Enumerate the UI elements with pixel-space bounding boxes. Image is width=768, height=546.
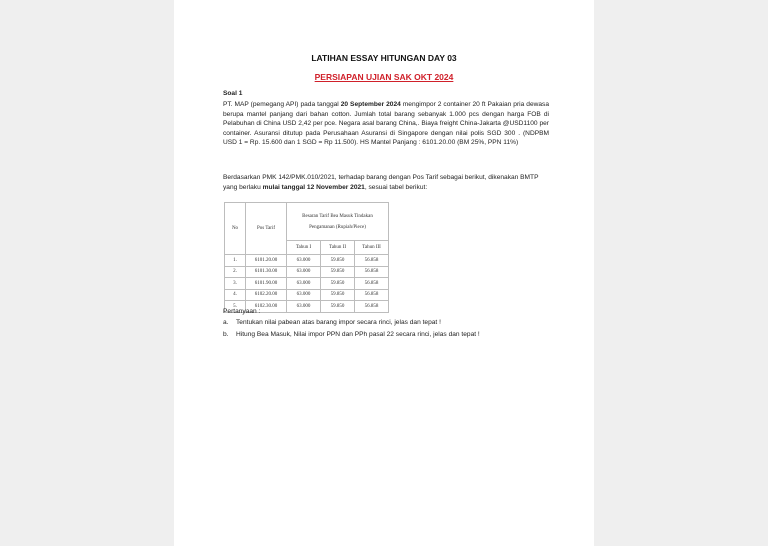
row-no: 2. [225,266,246,278]
soal-label: Soal 1 [223,90,243,97]
row-pos: 6101.30.00 [246,266,287,278]
row-y3: 56.858 [355,266,389,278]
question-item [223,331,480,338]
row-y3: 56.858 [355,255,389,267]
question-item [223,319,441,326]
row-y2: 59.850 [321,301,355,313]
question-text: Tentukan nilai pabean atas barang impor secara rinci, jelas dan tepat ! [236,319,441,326]
regulation-paragraph [223,173,549,192]
problem-text-b: mengimpor 2 container 20 ft Pakaian pria dewasa berupa mantel panjang dari bahan cotton. Jumlah total barang sebanyak 1.000 pcs dengan harga FOB di Pelabuhan di China USD 2,42 per pce. Negara asal barang China,. Biaya freight China-Jakarta @USD1100 per container. Asuransi ditutup pada Perusahaan Asuransi di Singapore dengan nilai polis SGD 300 . (NDPBM USD 1 = Rp. 15.600 dan 1 SGD = Rp 11.500). HS Mantel Panjang : 6101.20.00 (BM 25%, PPN 11%) [223,101,550,147]
row-no: 5. [225,301,246,313]
col-pos-header: Pos Tarif [246,203,287,255]
table-row [225,289,389,301]
regulation-text-b: , sesuai tabel berikut: [364,183,428,191]
row-y3: 56.858 [355,289,389,301]
row-y2: 59.850 [321,289,355,301]
col-group-line2: Pengamanan (Rupiah/Piece) [309,224,366,230]
year-header: Tahun III [355,241,389,255]
row-no: 1. [225,255,246,267]
row-pos: 6102.30.00 [246,301,287,313]
document-subtitle: PERSIAPAN UJIAN SAK OKT 2024 [314,72,454,82]
row-y2: 59.850 [321,266,355,278]
question-marker: a. [223,319,229,326]
regulation-text-a: Berdasarkan PMK 142/PMK.010/2021, terhadap barang dengan Pos Tarif sebagai berikut, dikenakan BMTP yang berlaku [223,174,539,191]
tariff-table [224,202,389,313]
table-row [225,266,389,278]
row-pos: 6101.90.00 [246,278,287,290]
question-marker: b. [223,331,229,338]
row-y1: 63.000 [287,266,321,278]
col-group-header [287,203,389,241]
regulation-date: mulai tanggal 12 November 2021 [262,183,365,191]
table-row [225,255,389,267]
row-y3: 56.858 [355,278,389,290]
problem-date: 20 September 2024 [340,101,401,108]
table-row [225,278,389,290]
question-text: Hitung Bea Masuk, Nilai impor PPN dan PPh pasal 22 secara rinci, jelas dan tepat ! [236,331,480,338]
row-y1: 63.000 [287,289,321,301]
document-title: LATIHAN ESSAY HITUNGAN DAY 03 [311,53,457,63]
row-pos: 6102.20.00 [246,289,287,301]
row-pos: 6101.20.00 [246,255,287,267]
row-no: 3. [225,278,246,290]
row-y1: 63.000 [287,278,321,290]
row-y3: 56.858 [355,301,389,313]
problem-paragraph [223,100,549,148]
questions-heading: Pertanyaan : [223,308,261,315]
year-header: Tahun II [321,241,355,255]
row-no: 4. [225,289,246,301]
col-group-line1: Besaran Tarif Bea Masuk Tindakan [302,213,373,219]
row-y2: 59.850 [321,278,355,290]
row-y2: 59.850 [321,255,355,267]
row-y1: 63.000 [287,255,321,267]
problem-text-a: PT. MAP (pemegang API) pada tanggal [223,101,341,108]
row-y1: 63.000 [287,301,321,313]
year-header: Tahun I [287,241,321,255]
document-page [174,0,594,546]
col-no-header: No [225,203,246,255]
